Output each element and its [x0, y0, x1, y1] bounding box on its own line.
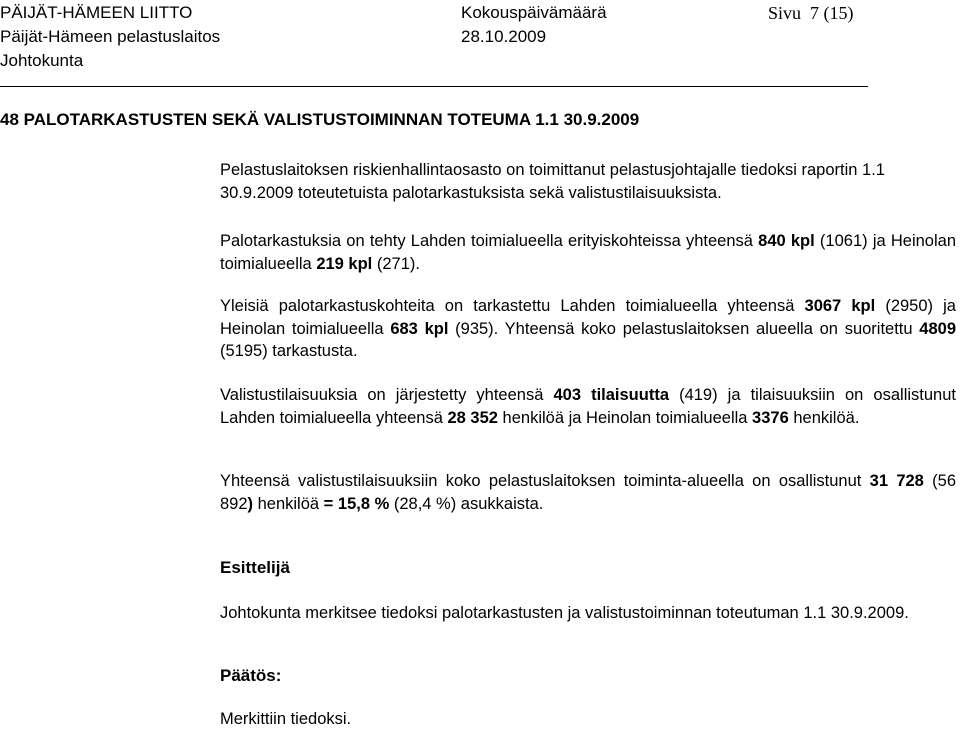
header-meeting-label: Kokouspäivämäärä [461, 3, 607, 22]
text-run: (5195) tarkastusta. [220, 342, 358, 360]
header-org: PÄIJÄT-HÄMEEN LIITTO [0, 3, 193, 22]
text-run: henkilöä. [788, 408, 860, 427]
paragraph-education-total [220, 470, 956, 515]
page-label: Sivu [768, 3, 802, 23]
header-body: Johtokunta [0, 51, 84, 70]
text-run: Palotarkastuksia on tehty Lahden toimialueella erityiskohteissa yhteensä [220, 232, 759, 250]
text-run: henkilöä ja Heinolan toimialueella [497, 408, 753, 427]
bold-run: 403 tilaisuutta [553, 386, 669, 404]
page-number: 7 [810, 3, 820, 23]
text-run: (271). [372, 254, 420, 273]
paragraph-inspections-special [220, 230, 956, 275]
paragraph-report: Pelastuslaitoksen riskienhallintaosasto on toimittanut pelastusjohtajalle tiedoksi raportin 1.1 30.9.2009 toteutetuista palotarkastuksista sekä valistustilaisuuksista. [220, 161, 885, 202]
text-run: (419) ja tilaisuuksiin on osallistunut Lahden toimialueella yhteensä [220, 386, 956, 427]
text-run: henkilöä [253, 494, 324, 513]
paragraph-education-events [220, 384, 956, 429]
text-run: (56 892 [220, 472, 957, 513]
text-run: (28,4 %) asukkaista. [389, 494, 544, 513]
bold-run: 219 kpl [316, 254, 373, 273]
bold-run: = 15,8 % [323, 494, 390, 513]
bold-run: 683 kpl [390, 319, 449, 338]
presenter-proposal: Johtokunta merkitsee tiedoksi palotarkastusten ja valistustoiminnan toteutuman 1.1 30.9.2009. [220, 604, 909, 622]
bold-run: ) [247, 494, 254, 513]
presenter-label: Esittelijä [220, 558, 290, 577]
text-run: Valistustilaisuuksia on järjestetty yhteensä [220, 386, 554, 404]
text-run: (2950) ja Heinolan toimialueella [220, 297, 956, 338]
text-run: (1061) ja Heinolan toimialueella [220, 232, 956, 273]
header-meeting-date: 28.10.2009 [461, 27, 547, 46]
text-run: (935). Yhteensä koko pelastuslaitoksen alueella on suoritettu [448, 319, 920, 338]
decision-label: Päätös: [220, 666, 282, 685]
bold-run: 840 kpl [758, 232, 815, 250]
text-run: Yleisiä palotarkastuskohteita on tarkastettu Lahden toimialueella yhteensä [220, 297, 805, 315]
header-dept: Päijät-Hämeen pelastuslaitos [0, 27, 221, 46]
bold-run: 3376 [752, 408, 789, 427]
bold-run: 28 352 [447, 408, 498, 427]
header-separator [0, 86, 868, 87]
bold-run: 31 728 [869, 472, 924, 490]
decision-text: Merkittiin tiedoksi. [220, 710, 352, 728]
page-total: (15) [823, 3, 854, 23]
section-title: 48 PALOTARKASTUSTEN SEKÄ VALISTUSTOIMINNAN TOTEUMA 1.1 30.9.2009 [0, 110, 640, 129]
paragraph-inspections-general [220, 295, 956, 363]
header-page-info [768, 2, 854, 24]
bold-run: 4809 [919, 319, 957, 338]
text-run: Yhteensä valistustilaisuuksiin koko pelastuslaitoksen toiminta-alueella on osallistunut [220, 472, 870, 490]
bold-run: 3067 kpl [804, 297, 876, 315]
